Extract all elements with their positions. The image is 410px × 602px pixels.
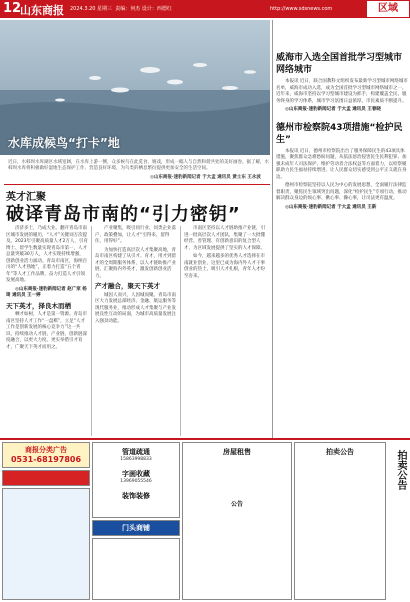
- paper-url[interactable]: http://www.sdsnews.com: [270, 6, 333, 12]
- right-top-credit: ◎山东商报·速豹新闻记者 于大孟 通讯员 王春晓: [285, 107, 381, 112]
- ad-heading: 装饰装修: [122, 492, 150, 500]
- paragraph: 济济多士，乃成大业。翻开青岛市南区城市发展的履历，“人才”关键词万次提及。2023年引聚高质量人才2万人，引育博士、留学生数量实现青岛市第一，人才总量突破30万人，人才实现持续增强，创新创业活力涌动。青岛市南区，海纳百川的“人才熟地”，正着力打造“五个青年”等人才工作品牌，奋力打造人才引领发展高地。: [6, 226, 88, 283]
- story-column-3: [184, 226, 268, 282]
- story-credit: ◎山东商报·速豹新闻记者 赵广家 杨琦 通讯员 王一婷: [6, 286, 87, 298]
- right-top-headline: 威海市入选全国首批学习型城市网络城市: [276, 53, 403, 75]
- story-column-2: [95, 226, 177, 327]
- ad-left-top[interactable]: [2, 442, 90, 468]
- column-divider: [180, 226, 181, 436]
- ad-title: 商报分类广告: [25, 446, 67, 454]
- ad-heading: 拍卖公告: [326, 448, 354, 456]
- column-divider: [91, 226, 92, 436]
- ad-service-list[interactable]: [92, 442, 180, 518]
- right-top-body: [276, 79, 408, 114]
- story-column-1: [6, 226, 88, 353]
- ad-store-list[interactable]: [92, 538, 180, 600]
- column-divider: [272, 20, 273, 438]
- ad-property[interactable]: [182, 442, 292, 600]
- paragraph: 市南区坚持以人才链助推产业链，引进一批高层次人才团队，集聚了一大批懂经营、善管理、有创新意识的复合型人才，为区域发展提供了坚实的人才保障。: [184, 226, 265, 251]
- ad-heading: 字画收藏: [122, 470, 150, 478]
- paragraph: 城因人而兴，人因城而聚。青岛市南区大力发展总部经济、金融、航运服务等现代服务业，推动形成人才集聚与产业发展良性互动的局面，为城市高质量发展注入强劲动能。: [95, 292, 176, 324]
- photo-credit: ◎山东商报·速豹新闻记者 于大孟 通讯员 黄士东 王永波: [150, 175, 261, 180]
- paragraph: 产业聚集，吸引同行业、同类企业落户，政策叠加，让人才“引得来、留得住、用得好”。: [95, 226, 176, 244]
- paragraph: 本报讯 近日，联合国教科文组织发布最新学习型城市网络城市名单，威海市成功入选，成为全国首批学习型城市网络城市之一。近年来，威海市坚持以学习型城市建设为抓手，构建覆盖全民、服务终身的学习体系，城市学习氛围日益浓厚，市民素质不断提升。: [276, 79, 408, 104]
- ad-phone: 0531-68197806: [10, 455, 82, 464]
- paragraph: 为加快打造高层次人才集聚高地，青岛市南区构建了从引才、育才、用才到留才的全周期服务体系，以人才链助推产业链，汇聚海内外英才，激发创新创业活力。: [95, 247, 176, 279]
- right-mid-body: [276, 149, 408, 212]
- ad-heading: 管道疏通: [122, 448, 150, 456]
- ad-blue-banner[interactable]: 门头商铺: [92, 520, 180, 536]
- ad-phone: 15863998833: [120, 457, 152, 462]
- right-column: [276, 20, 408, 213]
- right-mid-credit: ◎山东商报·速豹新闻记者 于大孟 通讯员 王新: [285, 204, 377, 210]
- ad-divider: [0, 438, 410, 440]
- paragraph: 如今，越来越多的优秀人才选择在市南就业创业，这里已成为海内外人才干事创业的热土，吸引人才扎根，青年人才纷至沓来。: [184, 254, 265, 279]
- paragraph: 本报讯 近日，德州市检察院出台了服务保障民生的43项具体措施，聚焦群众急难愁盼问题，从依法惩治侵害民生民利犯罪、加强未成年人司法保护、维护劳动者合法权益等方面着力，以检察履职助力民生福祉持续增进，让人民群众切实感受到公平正义就在身边。: [276, 148, 407, 180]
- ad-heading: 房屋租售: [223, 448, 251, 456]
- ad-left-list[interactable]: [2, 488, 90, 600]
- paragraph: 栖才如树，人才是第一资源。青岛市南区坚持人才工作“一盘棋”，立足“人才工作是创新发展的核心竞争力”这一共识，持续推动人才链、产业链、创新链深度融合，以更大力度、更实举措引才育才，广聚天下英才而用之。: [6, 312, 87, 350]
- ad-phone: 13969055546: [120, 479, 152, 484]
- story-kicker: 英才汇聚: [6, 192, 46, 203]
- photo-body: 近日，水韩坝水库湖区水域宽阔，在水库上游一侧，众多候鸟在此觅食、嬉戏，形成一幅人与自然和谐共处的美好画卷。据了解，水韩坝水库将积极做好湿地生态保护工作，营造良好环境，为鸟类的栖息繁衍提供更加安全的生活空间。: [8, 160, 269, 171]
- ad-subheading: 公告: [230, 501, 243, 508]
- story-headline: 破译青岛市南的“引力密钥”: [6, 204, 241, 225]
- page-number: 12: [3, 1, 22, 16]
- divider: [4, 184, 270, 185]
- ad-red-banner[interactable]: [2, 470, 90, 486]
- photo-title: 水库成候鸟“打卡”地: [8, 136, 120, 150]
- paper-name: 山东商报: [20, 4, 64, 17]
- subheading: 天下英才，择良木而栖: [6, 301, 71, 310]
- ad-auction[interactable]: [294, 442, 386, 600]
- right-mid-headline: 德州市检察院43项措施“检护民生”: [276, 122, 403, 145]
- issue-date: 2024.3.20 星期三 责编：何杰 设计：西德红: [70, 6, 172, 12]
- paragraph: 德州市检察院坚持以人民为中心的发展思想，全面履行法律监督职责，聚焦民生领域突出问题，深化“检护民生”专项行动，推动解决群众身边的烦心事、揪心事、操心事，让司法更有温度。: [276, 183, 407, 201]
- subheading: 产才融合，聚天下英才: [95, 282, 160, 290]
- auction-vertical-label: 拍卖公告: [395, 450, 406, 490]
- section-tag: 区域: [366, 0, 410, 18]
